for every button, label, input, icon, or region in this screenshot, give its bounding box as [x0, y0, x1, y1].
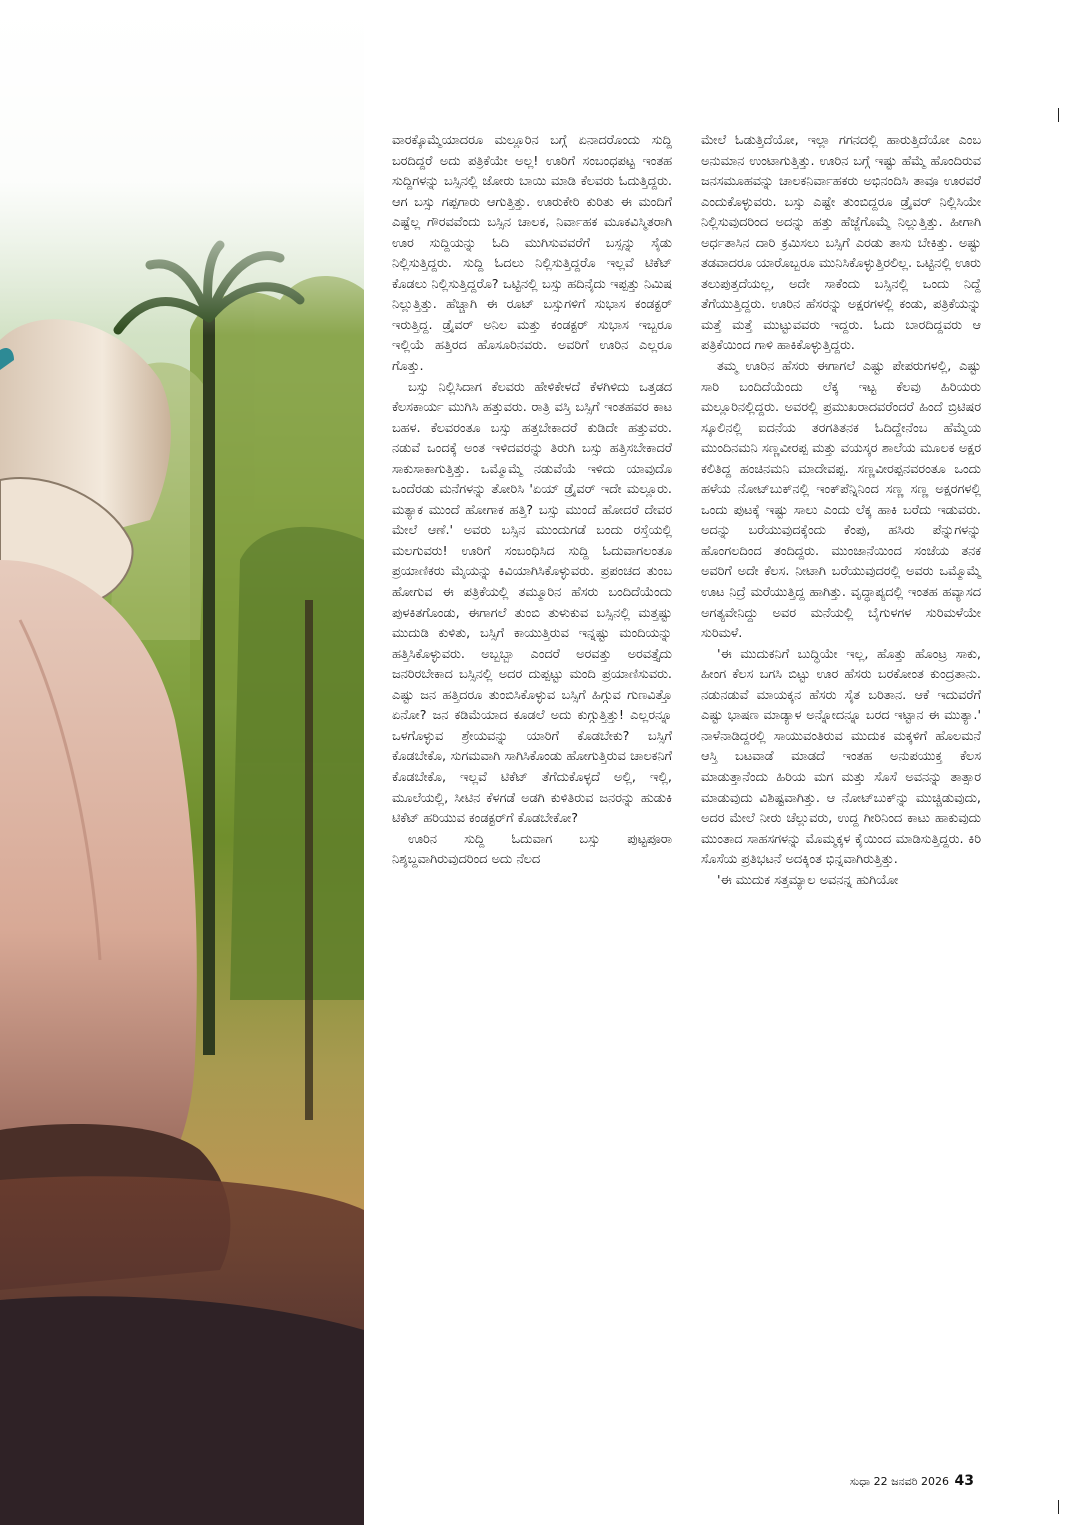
magazine-name: ಸುಧಾ [849, 1475, 871, 1488]
paragraph: ತಮ್ಮ ಊರಿನ ಹೆಸರು ಈಗಾಗಲೆ ಎಷ್ಟು ಪೇಪರುಗಳಲ್ಲಿ, ಎಷ್ಟು ಸಾರಿ ಬಂದಿದೆಯೆಂದು ಲೆಕ್ಕ ಇಟ್ಟ ಕೆಲವು ಹಿರಿಯರು ಮಲ್ಲೂರಿನಲ್ಲಿದ್ದರು. ಅವರಲ್ಲಿ ಪ್ರಮುಖರಾದವರೆಂದರೆ ಹಿಂದೆ ಬ್ರಿಟಿಷರ ಸ್ಕೂಲಿನಲ್ಲಿ ಐದನೆಯ ತರಗತಿತನಕ ಓದಿದ್ದೇನೆಂಬ ಹೆಮ್ಮೆಯ ಮುಂದಿನಮನಿ ಸಣ್ಣವೀರಪ್ಪ ಮತ್ತು ವಯಸ್ಕರ ಶಾಲೆಯ ಮೂಲಕ ಅಕ್ಷರ ಕಲಿತಿದ್ದ ಹಂಚಿನಮನಿ ಮಾದೇವಪ್ಪ. ಸಣ್ಣವೀರಪ್ಪನವರಂತೂ ಒಂದು ಹಳೆಯ ನೋಟ್‌ಬುಕ್‌ನಲ್ಲಿ ಇಂಕ್‌ಪೆನ್ನಿನಿಂದ ಸಣ್ಣ ಸಣ್ಣ ಅಕ್ಷರಗಳಲ್ಲಿ ಒಂದು ಪುಟಕ್ಕೆ ಇಷ್ಟು ಸಾಲು ಎಂದು ಲೆಕ್ಕ ಹಾಕಿ ಬರೆದು ಇಡುವರು. ಅದನ್ನು ಬರೆಯುವುದಕ್ಕೆಂದು ಕೆಂಪು, ಹಸಿರು ಪೆನ್ನುಗಳನ್ನು ಹೊಂಗಲದಿಂದ ತಂದಿದ್ದರು. ಮುಂಜಾನೆಯಿಂದ ಸಂಜೆಯ ತನಕ ಅವರಿಗೆ ಅದೇ ಕೆಲಸ. ನೀಟಾಗಿ ಬರೆಯುವುದರಲ್ಲಿ ಅವರು ಒಮ್ಮೊಮ್ಮೆ ಊಟ ನಿದ್ರೆ ಮರೆಯುತ್ತಿದ್ದ ಹಾಗಿತ್ತು. ವೃದ್ಧಾಪ್ಯದಲ್ಲಿ ಇಂತಹ ಹವ್ಯಾಸದ ಅಗತ್ಯವೇನಿದ್ದು ಅವರ ಮನೆಯಲ್ಲಿ ಬೈಗುಳಗಳ ಸುರಿಮಳೆಯೇ ಸುರಿಮಳೆ. [701, 359, 981, 642]
crop-mark [1058, 1500, 1059, 1514]
crop-mark [1058, 108, 1059, 122]
paragraph: 'ಈ ಮುದುಕ ಸತ್ತಮ್ಯಾಲ ಅವನನ್ನ ಹುಗಿಯೋ [717, 872, 899, 888]
article-column-left [392, 131, 672, 871]
page-number: 43 [954, 1473, 974, 1489]
article-column-right [701, 131, 981, 891]
paragraph: ವಾರಕ್ಕೊಮ್ಮೆಯಾದರೂ ಮಲ್ಲೂರಿನ ಬಗ್ಗೆ ಏನಾದರೊಂದು ಸುದ್ದಿ ಬರದಿದ್ದರೆ ಅದು ಪತ್ರಿಕೆಯೇ ಅಲ್ಲ! ಊರಿಗೆ ಸಂಬಂಧಪಟ್ಟ ಇಂತಹ ಸುದ್ದಿಗಳನ್ನು ಬಸ್ಸಿನಲ್ಲಿ ಜೋರು ಬಾಯಿ ಮಾಡಿ ಕೆಲವರು ಓದುತ್ತಿದ್ದರು. ಆಗ ಬಸ್ಸು ಗಪ್ಪಗಾರು ಆಗುತ್ತಿತ್ತು. ಊರುಕೇರಿ ಕುರಿತು ಈ ಮಂದಿಗೆ ಎಷ್ಟೆಲ್ಲ ಗೌರವವೆಂದು ಬಸ್ಸಿನ ಚಾಲಕ, ನಿರ್ವಾಹಕ ಮೂಕವಿಸ್ಮಿತರಾಗಿ ಊರ ಸುದ್ದಿಯನ್ನು ಓದಿ ಮುಗಿಸುವವರೆಗೆ ಬಸ್ಸನ್ನು ಸೈಡು ನಿಲ್ಲಿಸುತ್ತಿದ್ದರು. ಸುದ್ದಿ ಓದಲು ನಿಲ್ಲಿಸುತ್ತಿದ್ದರೊ ಇಲ್ಲವೆ ಟಿಕೆಟ್ ಕೊಡಲು ನಿಲ್ಲಿಸುತ್ತಿದ್ದರೊ? ಒಟ್ಟಿನಲ್ಲಿ ಬಸ್ಸು ಹದಿನೈದು ಇಪ್ಪತ್ತು ನಿಮಿಷ ನಿಲ್ಲುತ್ತಿತ್ತು. ಹೆಚ್ಚಾಗಿ ಈ ರೂಟ್ ಬಸ್ಸುಗಳಿಗೆ ಸುಭಾಸ ಕಂಡಕ್ಟರ್ ಇರುತ್ತಿದ್ದ. ಡ್ರೈವರ್ ಅನಿಲ ಮತ್ತು ಕಂಡಕ್ಟರ್ ಸುಭಾಸ ಇಬ್ಬರೂ ಇಲ್ಲಿಯೆ ಹತ್ತಿರದ ಹೊಸೂರಿನವರು. ಅವರಿಗೆ ಊರಿನ ಎಲ್ಲರೂ ಗೊತ್ತು. [392, 133, 672, 375]
paragraph: ಊರಿನ ಸುದ್ದಿ ಓದುವಾಗ ಬಸ್ಸು ಪುಟ್ಟಪೂರಾ ನಿಶ್ಶಬ್ದವಾಗಿರುವುದರಿಂದ ಅದು ನೆಲದ [392, 831, 672, 868]
issue-date: 22 ಜನವರಿ 2026 [873, 1475, 950, 1488]
story-illustration [0, 0, 364, 1525]
page-footer [850, 1473, 974, 1489]
paragraph: 'ಈ ಮುದುಕನಿಗೆ ಬುದ್ಧಿಯೇ ಇಲ್ಲ, ಹೊತ್ತು ಹೊಂಟ್ರ ಸಾಕು, ಹೀಂಗ ಕೆಲಸ ಬಗಸಿ ಬಿಟ್ಟು ಊರ ಹೆಸರು ಬರಕೋಂತ ಕುಂದ್ರತಾನು. ನಡುನಡುವೆ ಮಾಯಕ್ಕನ ಹೆಸರು ಸೈತ ಬರಿತಾನ. ಆಕೆ ಇದುವರೆಗೆ ಎಷ್ಟು ಭಾಷಣ ಮಾಡ್ಯಾಳ ಅನ್ನೋದನ್ನೂ ಬರದ ಇಟ್ಟಾನ ಈ ಮುತ್ಯಾ.' ನಾಳೆನಾಡಿದ್ದರಲ್ಲಿ ಸಾಯುವಂತಿರುವ ಮುದುಕ ಮಕ್ಕಳಿಗೆ ಹೊಲಮನೆ ಆಸ್ತಿ ಬಟವಾಡೆ ಮಾಡದೆ ಇಂತಹ ಅನುಪಯುಕ್ತ ಕೆಲಸ ಮಾಡುತ್ತಾನೆಂದು ಹಿರಿಯ ಮಗ ಮತ್ತು ಸೊಸೆ ಅವನನ್ನು ತಾತ್ಸಾರ ಮಾಡುವುದು ವಿಶಿಷ್ಟವಾಗಿತ್ತು. ಆ ನೋಟ್‌ಬುಕ್‌ನ್ನು ಮುಚ್ಚಿಡುವುದು, ಅದರ ಮೇಲೆ ನೀರು ಚೆಲ್ಲುವರು, ಉದ್ದ ಗೀರಿನಿಂದ ಕಾಟು ಹಾಕುವುದು ಮುಂತಾದ ಸಾಹಸಗಳನ್ನು ಮೊಮ್ಮಕ್ಕಳ ಕೈಯಿಂದ ಮಾಡಿಸುತ್ತಿದ್ದರು. ಕಿರಿ ಸೊಸೆಯ ಪ್ರತಿಭಟನೆ ಅದಕ್ಕಿಂತ ಭಿನ್ನವಾಗಿರುತ್ತಿತ್ತು. [701, 646, 981, 868]
paragraph: ಮೇಲೆ ಓಡುತ್ತಿದೆಯೋ, ಇಲ್ಲಾ ಗಗನದಲ್ಲಿ ಹಾರುತ್ತಿದೆಯೋ ಎಂಬ ಅನುಮಾನ ಉಂಟಾಗುತ್ತಿತ್ತು. ಊರಿನ ಬಗ್ಗೆ ಇಷ್ಟು ಹೆಮ್ಮೆ ಹೊಂದಿರುವ ಜನಸಮೂಹವನ್ನು ಚಾಲಕನಿರ್ವಾಹಕರು ಅಭಿನಂದಿಸಿ ತಾವೂ ಊರವರೆ ಎಂದುಕೊಳ್ಳುವರು. ಬಸ್ಸು ಎಷ್ಟೇ ತುಂಬಿದ್ದರೂ ಡ್ರೈವರ್ ನಿಲ್ಲಿಸಿಯೇ ನಿಲ್ಲಿಸುವುದರಿಂದ ಅದನ್ನು ಹತ್ತು ಹೆಜ್ಜೆಗೊಮ್ಮೆ ನಿಲ್ಲುತ್ತಿತ್ತು. ಹೀಗಾಗಿ ಅರ್ಧತಾಸಿನ ದಾರಿ ಕ್ರಮಿಸಲು ಬಸ್ಸಿಗೆ ಎರಡು ತಾಸು ಬೇಕಿತ್ತು. ಅಷ್ಟು ತಡವಾದರೂ ಯಾರೊಬ್ಬರೂ ಮುನಿಸಿಕೊಳ್ಳುತ್ತಿರಲಿಲ್ಲ. ಒಟ್ಟಿನಲ್ಲಿ ಊರು ತಲುಪುತ್ತದೆಯಲ್ಲ, ಅದೇ ಸಾಕೆಂದು ಬಸ್ಸಿನಲ್ಲಿ ಒಂದು ನಿದ್ದೆ ತೆಗೆಯುತ್ತಿದ್ದರು. ಊರಿನ ಹೆಸರನ್ನು ಅಕ್ಷರಗಳಲ್ಲಿ ಕಂಡು, ಪತ್ರಿಕೆಯನ್ನು ಮತ್ತೆ ಮತ್ತೆ ಮುಟ್ಟುವವರು ಇದ್ದರು. ಓದು ಬಾರದಿದ್ದವರು ಆ ಪತ್ರಿಕೆಯಿಂದ ಗಾಳಿ ಹಾಕಿಕೊಳ್ಳುತ್ತಿದ್ದರು. [701, 133, 981, 354]
paragraph: ಬಸ್ಸು ನಿಲ್ಲಿಸಿದಾಗ ಕೆಲವರು ಹೇಳಿಕೇಳದೆ ಕೆಳಗಿಳಿದು ಒತ್ತಡದ ಕೆಲಸಕಾರ್ಯ ಮುಗಿಸಿ ಹತ್ತುವರು. ರಾತ್ರಿ ವಸ್ತಿ ಬಸ್ಸಿಗೆ ಇಂತಹವರ ಕಾಟ ಬಹಳ. ಕೆಲವರಂತೂ ಬಸ್ಸು ಹತ್ತಬೇಕಾದರೆ ಕುಡಿದೇ ಹತ್ತುವರು. ನಡುವೆ ಒಂದಕ್ಕೆ ಅಂತ ಇಳಿದವರನ್ನು ತಿರುಗಿ ಬಸ್ಸು ಹತ್ತಿಸಬೇಕಾದರೆ ಸಾಕುಸಾಕಾಗುತ್ತಿತ್ತು. ಒಮ್ಮೊಮ್ಮೆ ನಡುವೆಯೆ ಇಳಿದು ಯಾವುದೊ ಒಂದೆರಡು ಮನೆಗಳನ್ನು ತೋರಿಸಿ 'ಏಯ್ ಡ್ರೈವರ್ ಇದೇ ಮಲ್ಲೂರು. ಮತ್ಯಾಕ ಮುಂದೆ ಹೋಗಾಕ ಹತ್ತಿ? ಬಸ್ಸು ಮುಂದೆ ಹೋದರೆ ದೇವರ ಮೇಲೆ ಆಣೆ.' ಅವರು ಬಸ್ಸಿನ ಮುಂದುಗಡೆ ಬಂದು ರಸ್ತೆಯಲ್ಲಿ ಮಲಗುವರು! ಊರಿಗೆ ಸಂಬಂಧಿಸಿದ ಸುದ್ದಿ ಓದುವಾಗಲಂತೂ ಪ್ರಯಾಣಿಕರು ಮೈಯನ್ನು ಕಿವಿಯಾಗಿಸಿಕೊಳ್ಳುವರು. ಪ್ರಪಂಚದ ತುಂಬ ಹೋಗುವ ಈ ಪತ್ರಿಕೆಯಲ್ಲಿ ತಮ್ಮೂರಿನ ಹೆಸರು ಬಂದಿದೆಯೆಂದು ಪುಳಕಿತಗೊಂಡು, ಈಗಾಗಲೆ ತುಂಬಿ ತುಳುಕುವ ಬಸ್ಸಿನಲ್ಲಿ ಮತ್ತಷ್ಟು ಮುದುಡಿ ಕುಳಿತು, ಬಸ್ಸಿಗೆ ಕಾಯುತ್ತಿರುವ ಇನ್ನಷ್ಟು ಮಂದಿಯನ್ನು ಹತ್ತಿಸಿಕೊಳ್ಳುವರು. ಅಬ್ಬಬ್ಬಾ ಎಂದರೆ ಅರವತ್ತು ಅರವತ್ತೈದು ಜನರಿರಬೇಕಾದ ಬಸ್ಸಿನಲ್ಲಿ ಅದರ ದುಪ್ಪಟ್ಟು ಮಂದಿ ಪ್ರಯಾಣಿಸುವರು. ಎಷ್ಟು ಜನ ಹತ್ತಿದರೂ ತುಂಬಿಸಿಕೊಳ್ಳುವ ಬಸ್ಸಿಗೆ ಹಿಗ್ಗುವ ಗುಣವಿತ್ತೊ ಏನೋ? ಜನ ಕಡಿಮೆಯಾದ ಕೂಡಲೆ ಅದು ಕುಗ್ಗುತ್ತಿತ್ತು! ಎಲ್ಲರನ್ನೂ ಒಳಗೊಳ್ಳುವ ಶ್ರೇಯವನ್ನು ಯಾರಿಗೆ ಕೊಡಬೇಕು? ಬಸ್ಸಿಗೆ ಕೊಡಬೇಕೊ, ಸುಗಮವಾಗಿ ಸಾಗಿಸಿಕೊಂಡು ಹೋಗುತ್ತಿರುವ ಚಾಲಕನಿಗೆ ಕೊಡಬೇಕೊ, ಇಲ್ಲವೆ ಟಿಕೆಟ್ ತೆಗೆದುಕೊಳ್ಳದೆ ಅಲ್ಲಿ, ಇಲ್ಲಿ, ಮೂಲೆಯಲ್ಲಿ, ಸೀಟಿನ ಕೆಳಗಡೆ ಅಡಗಿ ಕುಳಿತಿರುವ ಜನರನ್ನು ಹುಡುಕಿ ಟಿಕೆಟ್ ಹರಿಯುವ ಕಂಡಕ್ಟರ್‌ಗೆ ಕೊಡಬೇಕೋ? [392, 379, 672, 827]
